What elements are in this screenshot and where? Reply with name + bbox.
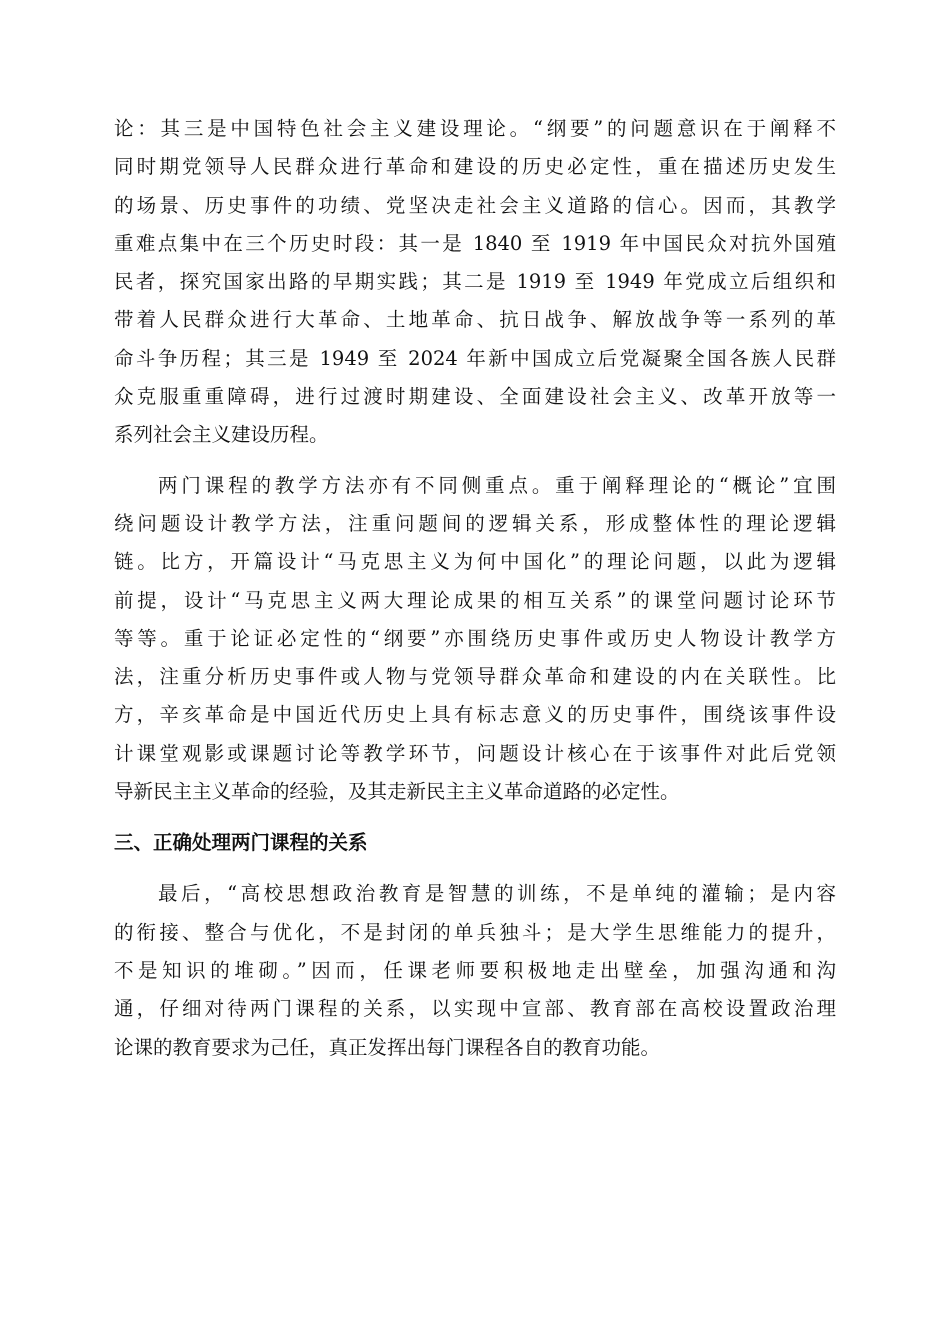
paragraph-line: 系列社会主义建设历程。 bbox=[114, 423, 329, 447]
paragraph-line: 等等。重于论证必定性的“纲要”亦围绕历史事件或历史人物设计教学方 bbox=[114, 626, 836, 650]
paragraph-spacer bbox=[114, 811, 836, 823]
paragraph-teaching-methods bbox=[114, 467, 836, 812]
paragraph-line: 命斗争历程；其三是 1949 至 2024 年新中国成立后党凝聚全国各族人民群 bbox=[114, 346, 836, 370]
paragraph-line: 论：其三是中国特色社会主义建设理论。“纲要”的问题意识在于阐释不 bbox=[114, 117, 836, 140]
paragraph-line: 的场景、历史事件的功绩、党坚决走社会主义道路的信心。因而，其教学 bbox=[114, 193, 836, 217]
paragraph-spacer bbox=[114, 863, 836, 875]
paragraph-line: 导新民主主义革命的经验，及其走新民主主义革命道路的必定性。 bbox=[114, 780, 680, 804]
paragraph-line: 众克服重重障碍，进行过渡时期建设、全面建设社会主义、改革开放等一 bbox=[114, 385, 836, 409]
paragraph-line: 两门课程的教学方法亦有不同侧重点。重于阐释理论的“概论”宜围 bbox=[158, 473, 836, 497]
paragraph-line: 论课的教育要求为己任，真正发挥出每门课程各自的教育功能。 bbox=[114, 1035, 661, 1059]
paragraph-line: 最后，“高校思想政治教育是智慧的训练，不是单纯的灌输；是内容 bbox=[158, 882, 836, 906]
document-body bbox=[114, 110, 836, 1067]
paragraph-line: 不是知识的堆砌。”因而，任课老师要积极地走出壁垒，加强沟通和沟 bbox=[114, 958, 836, 982]
paragraph-spacer bbox=[114, 455, 836, 467]
section-heading: 三、正确处理两门课程的关系 bbox=[114, 831, 368, 855]
paragraph-line: 计课堂观影或课题讨论等教学环节，问题设计核心在于该事件对此后党领 bbox=[114, 741, 836, 765]
paragraph-course-relationship bbox=[114, 875, 836, 1066]
paragraph-line: 绕问题设计教学方法，注重问题间的逻辑关系，形成整体性的理论逻辑 bbox=[114, 511, 836, 535]
paragraph-line: 方，辛亥革命是中国近代历史上具有标志意义的历史事件，围绕该事件设 bbox=[114, 703, 836, 727]
paragraph-line: 的衔接、整合与优化，不是封闭的单兵独斗；是大学生思维能力的提升， bbox=[114, 920, 836, 944]
paragraph-line: 通，仔细对待两门课程的关系，以实现中宣部、教育部在高校设置政治理 bbox=[114, 997, 836, 1021]
paragraph-line: 带着人民群众进行大革命、土地革命、抗日战争、解放战争等一系列的革 bbox=[114, 308, 836, 332]
paragraph-line: 链。比方，开篇设计“马克思主义为何中国化”的理论问题，以此为逻辑 bbox=[114, 550, 836, 574]
paragraph-course-content-focus bbox=[114, 110, 836, 455]
paragraph-line: 前提，设计“马克思主义两大理论成果的相互关系”的课堂问题讨论环节 bbox=[114, 588, 836, 612]
paragraph-line: 民者，探究国家出路的早期实践；其二是 1919 至 1949 年党成立后组织和 bbox=[114, 270, 836, 294]
paragraph-line: 法，注重分析历史事件或人物与党领导群众革命和建设的内在关联性。比 bbox=[114, 665, 836, 689]
paragraph-line: 同时期党领导人民群众进行革命和建设的历史必定性，重在描述历史发生 bbox=[114, 155, 836, 179]
paragraph-line: 重难点集中在三个历史时段：其一是 1840 至 1919 年中国民众对抗外国殖 bbox=[114, 231, 836, 255]
